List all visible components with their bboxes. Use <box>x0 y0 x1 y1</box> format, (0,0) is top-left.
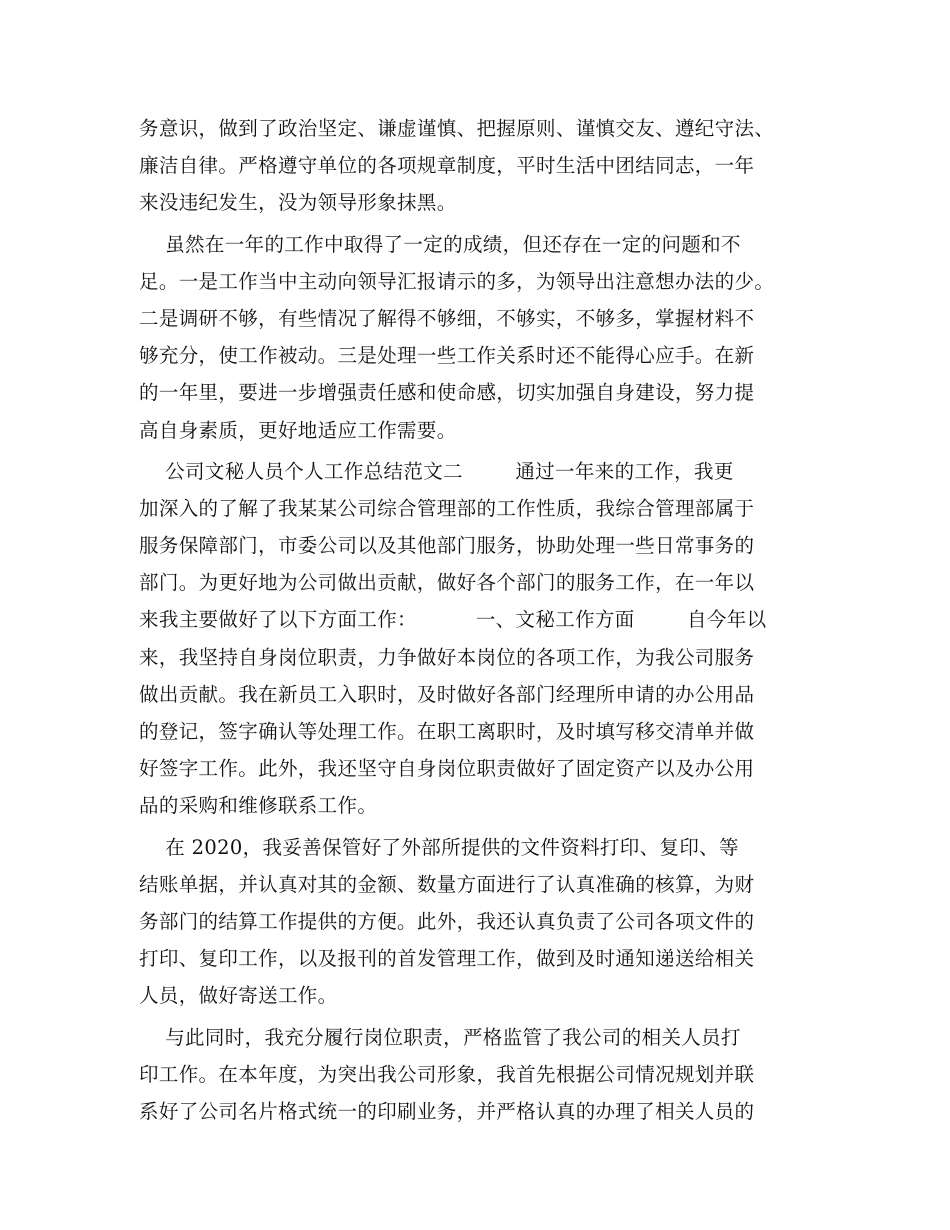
text-line: 二是调研不够，有些情况了解得不够细，不够实，不够多，掌握材料不 <box>139 306 755 330</box>
text-line: 够充分，使工作被动。三是处理一些工作关系时还不能得心应手。在新 <box>139 344 755 368</box>
text-line: 来没违纪发生，没为领导形象抹黑。 <box>139 191 457 215</box>
text-line: 高自身素质，更好地适应工作需要。 <box>139 418 457 442</box>
text-line: 来，我坚持自身岗位职责，力争做好本岗位的各项工作，为我公司服务 <box>139 645 755 669</box>
text-line: 品的采购和维修联系工作。 <box>139 794 378 818</box>
text-line: 打印、复印工作，以及报刊的首发管理工作，做到及时通知递送给相关 <box>139 947 755 971</box>
text-line: 部门。为更好地为公司做出贡献，做好各个部门的服务工作，在一年以 <box>139 571 755 595</box>
text-line: 结账单据，并认真对其的金额、数量方面进行了认真准确的核算，为财 <box>139 872 755 896</box>
text-line: 廉洁自律。严格遵守单位的各项规章制度，平时生活中团结同志，一年 <box>139 154 755 178</box>
text-line: 来我主要做好了以下方面工作： 一、文秘工作方面 自今年以 <box>139 608 767 632</box>
text-line: 与此同时，我充分履行岗位职责，严格监管了我公司的相关人员打 <box>139 1025 741 1049</box>
text-line: 加深入的了解了我某某公司综合管理部的工作性质，我综合管理部属于 <box>139 496 755 520</box>
text-line: 印工作。在本年度，为突出我公司形象，我首先根据公司情况规划并联 <box>139 1062 755 1086</box>
text-line: 务部门的结算工作提供的方便。此外，我还认真负责了公司各项文件的 <box>139 909 755 933</box>
text-line: 务意识，做到了政治坚定、谦虚谨慎、把握原则、谨慎交友、遵纪守法、 <box>139 117 775 140</box>
paragraph-conduct <box>139 110 839 222</box>
text-line: 足。一是工作当中主动向领导汇报请示的多，为领导出注意想办法的少。 <box>139 269 775 293</box>
text-line: 虽然在一年的工作中取得了一定的成绩，但还存在一定的问题和不 <box>139 232 741 256</box>
text-line: 好签字工作。此外，我还坚守自身岗位职责做好了固定资产以及办公用 <box>139 757 755 781</box>
paragraph-shortcomings <box>139 226 839 449</box>
text-line: 服务保障部门，市委公司以及其他部门服务，协助处理一些日常事务的 <box>139 534 755 558</box>
paragraph-2020-work <box>139 829 839 1015</box>
text-line: 的一年里，要进一步增强责任感和使命感，切实加强自身建设，努力提 <box>139 381 755 405</box>
paragraph-printing <box>139 1019 839 1131</box>
text-line: 人员，做好寄送工作。 <box>139 984 338 1008</box>
text-line: 公司文秘人员个人工作总结范文二 通过一年来的工作，我更 <box>139 459 734 483</box>
text-line: 的登记，签字确认等处理工作。在职工离职时，及时填写移交清单并做 <box>139 720 755 743</box>
paragraph-sample-two <box>139 453 839 825</box>
text-line: 在 2020，我妥善保管好了外部所提供的文件资料打印、复印、等 <box>139 835 739 859</box>
text-line: 做出贡献。我在新员工入职时，及时做好各部门经理所申请的办公用品 <box>139 682 755 706</box>
document-body <box>139 110 839 1130</box>
text-line: 系好了公司名片格式统一的印刷业务，并严格认真的办理了相关人员的 <box>139 1099 755 1123</box>
